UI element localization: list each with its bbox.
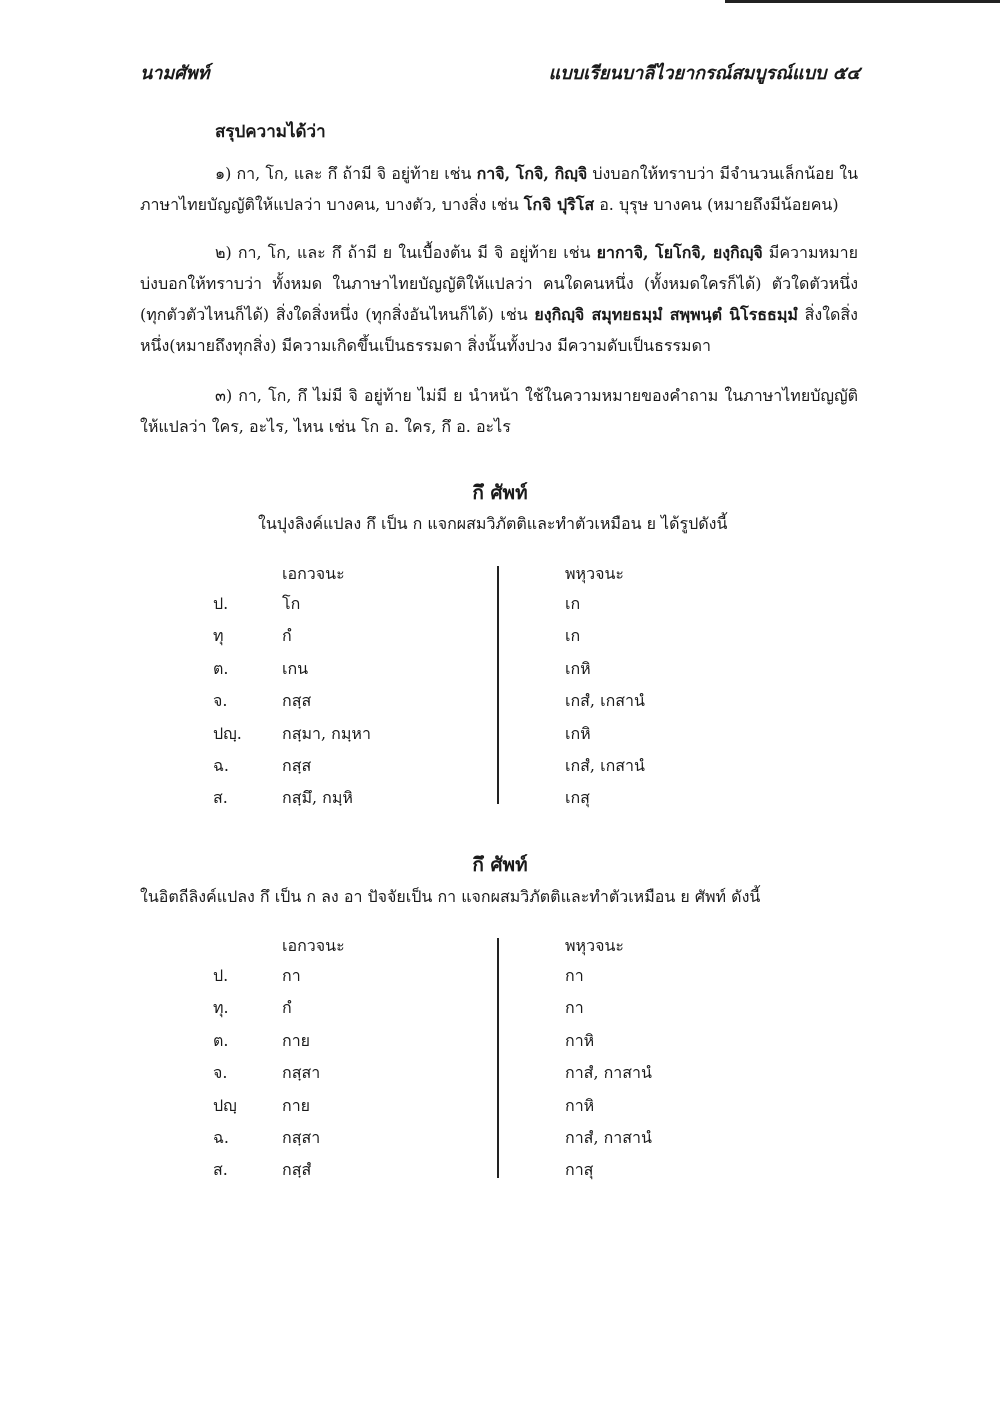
paragraph-2 <box>140 237 858 361</box>
table-row <box>0 1094 1000 1126</box>
singular-form: กสฺมึ, กมฺหิ <box>282 788 353 808</box>
plural-header: พหุวจนะ <box>565 936 624 955</box>
singular-form: กสฺส <box>282 756 312 775</box>
plural-form: เกหิ <box>565 658 591 678</box>
singular-form: กา <box>282 966 301 985</box>
table-row <box>0 592 1000 624</box>
singular-form: โก <box>282 594 301 613</box>
table-row <box>0 1061 1000 1093</box>
table-row <box>0 722 1000 754</box>
case-label: ฉ. <box>213 756 229 775</box>
plural-header: พหุวจนะ <box>565 564 624 583</box>
singular-form: กสฺสํ <box>282 1160 312 1180</box>
section-2-subtitle: ในอิตถีลิงค์แปลง กึ เป็น ก ลง อา ปัจจัยเป็น กา แจกผสมวิภัตติและทำตัวเหมือน ย ศัพท์ ดังนี้ <box>140 887 761 906</box>
table-row <box>0 1029 1000 1061</box>
plural-form: กาสุ <box>565 1160 594 1180</box>
plural-form: กาสํ, กาสานํ <box>565 1063 652 1083</box>
running-header-right: แบบเรียนบาลีไวยากรณ์สมบูรณ์แบบ ๕๔ <box>548 63 860 84</box>
table-row <box>0 1158 1000 1190</box>
table-row <box>0 786 1000 818</box>
p2-text-c: มีความหมายบ่งบอกให้ทราบว่า ทั้งหมด ในภาษาไทยบัญญัติให้แปลว่า คนใดคนหนึ่ง (ทั้งหมดใครก็ได้) ตัวใดตัวหนึ่ง (ทุกตัวตัวไหนก็ได้) สิ่งใดสิ่งหนึ่ง (ทุกสิ่งอันไหนก็ได้) เช่น <box>140 243 858 324</box>
section-1-subtitle: ในปุงลิงค์แปลง กึ เป็น ก แจกผสมวิภัตติและทำตัวเหมือน ย ได้รูปดังนี้ <box>258 514 728 533</box>
top-border-line <box>725 0 1000 3</box>
singular-form: กสฺสา <box>282 1128 321 1147</box>
table-row <box>0 624 1000 656</box>
plural-form: เก <box>565 626 581 646</box>
singular-form: กาย <box>282 1030 311 1050</box>
table-row <box>0 754 1000 786</box>
case-label: จ. <box>213 1063 228 1083</box>
section-2-title: กึ ศัพท์ <box>472 854 528 876</box>
table-row <box>0 689 1000 721</box>
summary-title: สรุปความได้ว่า <box>215 122 326 142</box>
p1-text-d: อ. บุรุษ บางคน (หมายถึงมีน้อยคน) <box>594 195 839 214</box>
p2-text-d: สิ่งใดสิ่งหนึ่ง(หมายถึงทุกสิ่ง) มีความเกิดขึ้นเป็นธรรมดา สิ่งนั้นทั้งปวง มีความดับเป็นธรรมดา <box>140 305 858 355</box>
table-row <box>0 996 1000 1028</box>
case-label: ปญฺ. <box>213 723 242 743</box>
p2-text-a: ๒) กา, โก, และ กึ ถ้ามี ย ในเบื้องต้น มี จิ อยู่ท้าย เช่น <box>215 243 597 262</box>
case-label: ทุ. <box>213 998 229 1018</box>
plural-form: เกสํ, เกสานํ <box>565 691 645 711</box>
singular-header: เอกวจนะ <box>282 564 345 583</box>
table-row <box>0 657 1000 689</box>
case-label: ป. <box>213 594 229 613</box>
case-label: จ. <box>213 691 228 711</box>
plural-form: เก <box>565 594 581 613</box>
singular-form: กสฺส <box>282 691 312 711</box>
p1-bold-1: กาจิ, โกจิ, กิญฺจิ <box>476 164 588 183</box>
case-label: ป. <box>213 966 229 985</box>
plural-form: เกสํ, เกสานํ <box>565 756 645 775</box>
p2-bold-2: ยงฺกิญฺจิ สมุทยธมฺมํ สพฺพนฺตํ นิโรธธมฺมํ <box>534 305 798 324</box>
running-header-left: นามศัพท์ <box>140 63 210 84</box>
plural-form: กาหิ <box>565 1095 595 1115</box>
case-label: ฉ. <box>213 1128 229 1147</box>
plural-form: กาหิ <box>565 1030 595 1050</box>
plural-form: กา <box>565 966 584 985</box>
singular-header: เอกวจนะ <box>282 936 345 955</box>
singular-form: เกน <box>282 658 309 678</box>
singular-form: กสฺสา <box>282 1063 321 1083</box>
singular-form: กํ <box>282 626 292 646</box>
singular-form: กสฺมา, กมฺหา <box>282 723 371 743</box>
p1-text-a: ๑) กา, โก, และ กึ ถ้ามี จิ อยู่ท้าย เช่น <box>215 164 477 183</box>
p2-bold-1: ยากาจิ, โยโกจิ, ยงฺกิญฺจิ <box>596 243 763 262</box>
case-label: ส. <box>213 788 228 808</box>
plural-form: เกหิ <box>565 723 591 743</box>
case-label: ต. <box>213 658 229 678</box>
case-label: ต. <box>213 1030 229 1050</box>
singular-form: กาย <box>282 1095 311 1115</box>
paragraph-3 <box>140 380 858 442</box>
table-row <box>0 964 1000 996</box>
singular-form: กํ <box>282 998 292 1018</box>
case-label: ปญฺ <box>213 1095 237 1115</box>
table-row <box>0 1126 1000 1158</box>
case-label: ส. <box>213 1160 228 1180</box>
p3-text: ๓) กา, โก, กึ ไม่มี จิ อยู่ท้าย ไม่มี ย นำหน้า ใช้ในความหมายของคำถาม ในภาษาไทยบัญญัติให้แปลว่า ใคร, อะไร, ไหน เช่น โก อ. ใคร, กึ อ. อะไร <box>140 386 858 436</box>
plural-form: เกสุ <box>565 788 590 808</box>
plural-form: กาสํ, กาสานํ <box>565 1128 652 1147</box>
case-label: ทุ <box>213 626 224 646</box>
plural-form: กา <box>565 998 584 1018</box>
p1-text-c: บ่งบอกให้ทราบว่า มีจำนวนเล็กน้อย ในภาษาไทยบัญญัติให้แปลว่า บางคน, บางตัว, บางสิ่ง เช่น <box>140 164 859 214</box>
paragraph-1 <box>140 158 858 220</box>
section-1-title: กึ ศัพท์ <box>472 482 528 504</box>
p1-bold-2: โกจิ ปุริโส <box>523 195 595 214</box>
